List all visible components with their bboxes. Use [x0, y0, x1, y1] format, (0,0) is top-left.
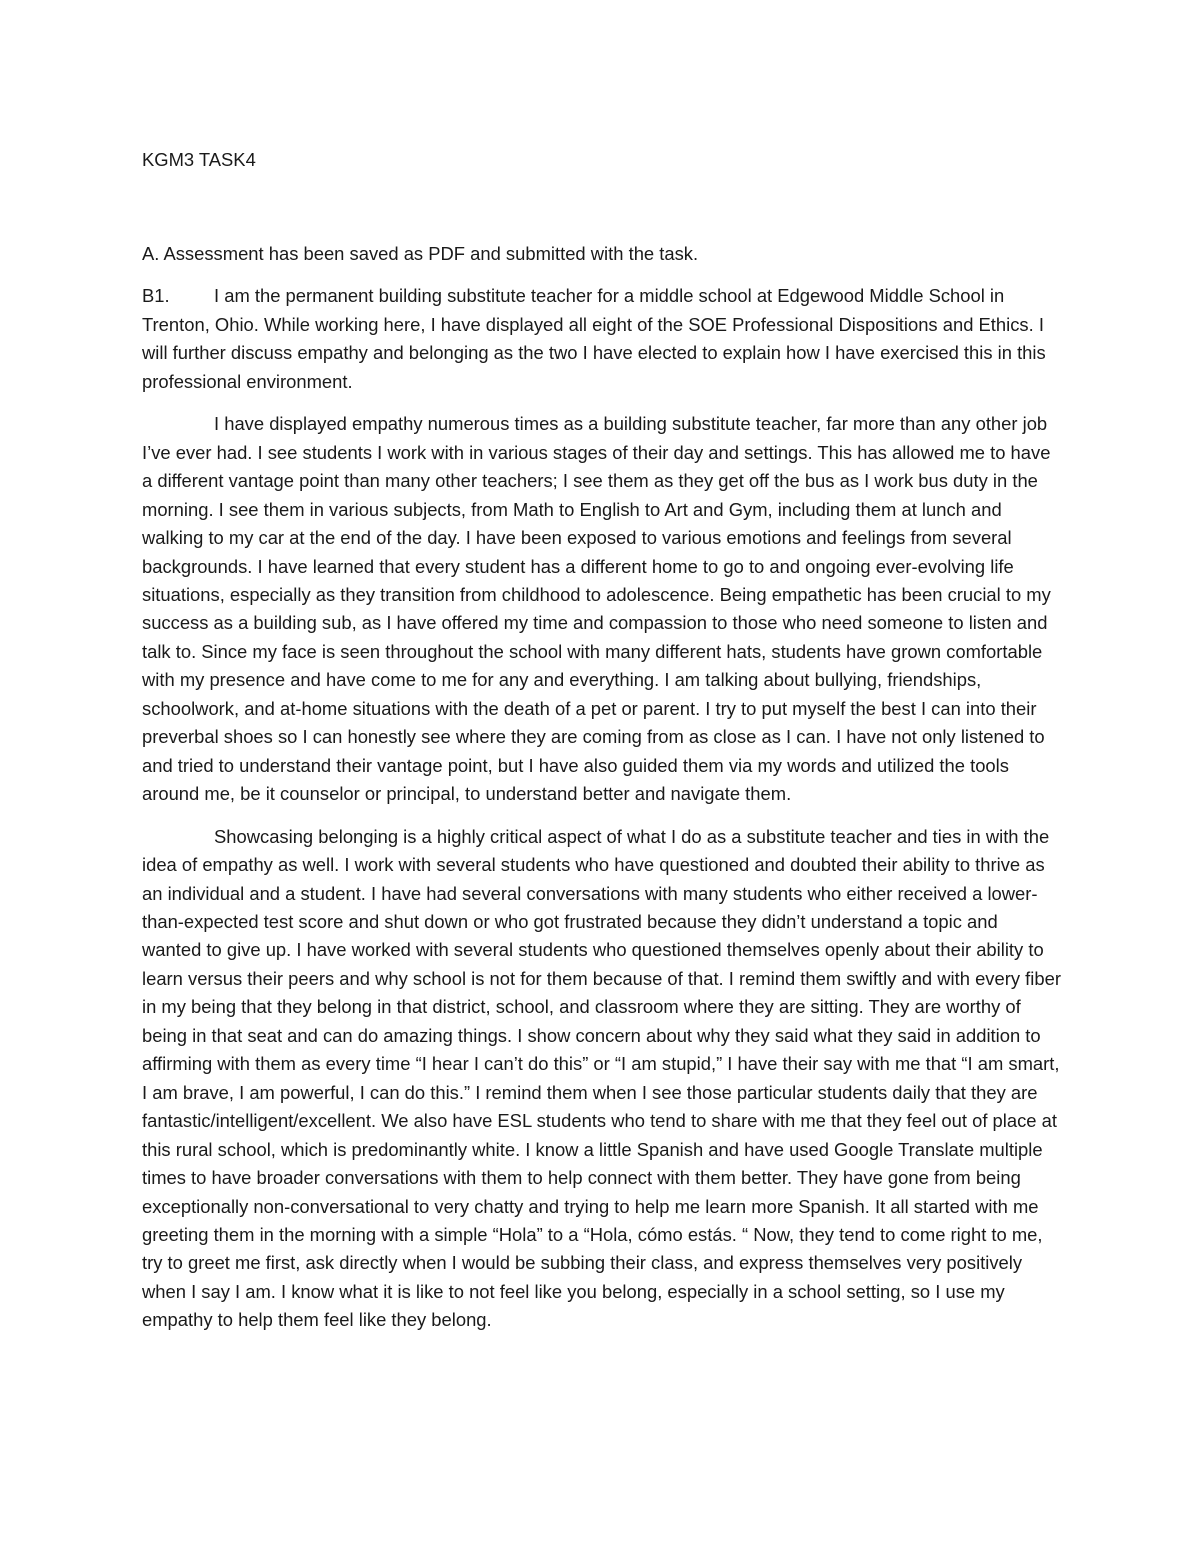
section-b1-text: I am the permanent building substitute teacher for a middle school at Edgewood Middle School in Trenton, Ohio. While working here, I have displayed all eight of the SOE Professional Dispositions and Ethics. I will further discuss empathy and belonging as the two I have elected to explain how I have exercised this in this professional environment. — [142, 285, 1046, 392]
document-title: KGM3 TASK4 — [142, 149, 256, 170]
document-body — [142, 146, 1062, 1335]
section-b1 — [142, 282, 1062, 396]
section-a-text: A. Assessment has been saved as PDF and submitted with the task. — [142, 243, 699, 264]
paragraph-empathy: I have displayed empathy numerous times as a building substitute teacher, far more than any other job I’ve ever had. I see students I work with in various stages of their day and settings. This has allowed me to have a different vantage point than many other teachers; I see them as they get off the bus as I work bus duty in the morning. I see them in various subjects, from Math to English to Art and Gym, including them at lunch and walking to my car at the end of the day. I have been exposed to various emotions and feelings from several backgrounds. I have learned that every student has a different home to go to and ongoing ever-evolving life situations, especially as they transition from childhood to adolescence. Being empathetic has been crucial to my success as a building sub, as I have offered my time and compassion to those who need someone to listen and talk to. Since my face is seen throughout the school with many different hats, students have grown comfortable with my presence and have come to me for any and everything. I am talking about bullying, friendships, schoolwork, and at-home situations with the death of a pet or parent. I try to put myself the best I can into their preverbal shoes so I can honestly see where they are coming from as close as I can. I have not only listened to and tried to understand their vantage point, but I have also guided them via my words and utilized the tools around me, be it counselor or principal, to understand better and navigate them. — [142, 413, 1051, 805]
section-b1-label: B1. — [142, 285, 170, 307]
paragraph-belonging: Showcasing belonging is a highly critical aspect of what I do as a substitute teacher and ties in with the idea of empathy as well. I work with several students who have questioned and doubted their ability to thrive as an individual and a student. I have had several conversations with many students who either received a lower-than-expected test score and shut down or who got frustrated because they didn’t understand a topic and wanted to give up. I have worked with several students who questioned themselves openly about their ability to learn versus their peers and why school is not for them because of that. I remind them swiftly and with every fiber in my being that they belong in that district, school, and classroom where they are sitting. They are worthy of being in that seat and can do amazing things. I show concern about why they said what they said in addition to affirming with them as every time “I hear I can’t do this” or “I am stupid,” I have their say with me that “I am smart, I am brave, I am powerful, I can do this.” I remind them when I see those particular students daily that they are fantastic/intelligent/excellent. We also have ESL students who tend to share with me that they feel out of place at this rural school, which is predominantly white. I know a little Spanish and have used Google Translate multiple times to have broader conversations with them to help connect with them better. They have gone from being exceptionally non-conversational to very chatty and trying to help me learn more Spanish. It all started with me greeting them in the morning with a simple “Hola” to a “Hola, cómo estás. “ Now, they tend to come right to me, try to greet me first, ask directly when I would be subbing their class, and express themselves very positively when I say I am. I know what it is like to not feel like you belong, especially in a school setting, so I use my empathy to help them feel like they belong. — [142, 825, 1061, 1331]
